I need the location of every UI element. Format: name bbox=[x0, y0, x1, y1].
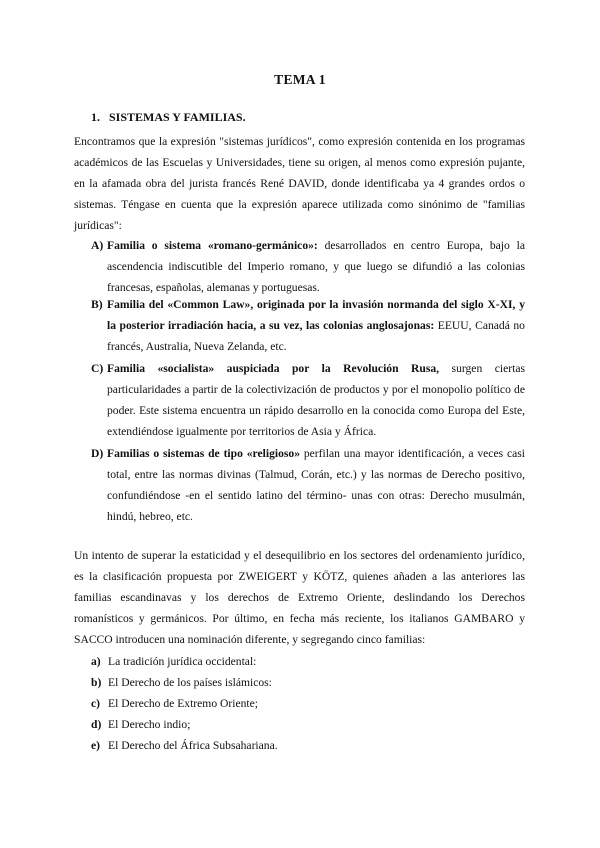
family-title: Familia «socialista» auspiciada por la Revolución Rusa, bbox=[107, 362, 440, 375]
list-item-text: El Derecho del África Subsahariana. bbox=[108, 739, 278, 752]
family-label: A) bbox=[91, 239, 104, 252]
list-item bbox=[91, 651, 525, 672]
second-paragraph: Un intento de superar la estaticidad y el desequilibrio en los sectores del ordenamiento jurídico, es la clasificación propuesta por ZWEIGERT y KÖTZ, quienes añaden a las anteriores las familias escandinavas y los derechos de Extremo Oriente, deslindando los Derechos romanísticos y germánicos. Por último, en fecha más reciente, los italianos GAMBARO y SACCO introducen una nominación diferente, y segregando cinco familias: bbox=[74, 549, 525, 647]
list-item bbox=[91, 672, 525, 693]
intro-paragraph: Encontramos que la expresión "sistemas jurídicos", como expresión contenida en los programas académicos de las Escuelas y Universidades, tiene su origen, al menos como expresión pujante, en la afamada obra del jurista francés René DAVID, donde identificaba ya 4 grandes ordos o sistemas. Téngase en cuenta que la expresión aparece utilizada como sinónimo de "familias jurídicas": bbox=[74, 135, 525, 233]
list-item-label: d) bbox=[91, 718, 102, 731]
list-item-text: El Derecho de Extremo Oriente; bbox=[108, 697, 259, 710]
family-title: Familia del «Common Law», originada por la invasión normanda del siglo X-XI, y la posterior irradiación hacia, a su vez, las colonias anglosajonas: bbox=[107, 298, 525, 333]
section-heading bbox=[91, 110, 246, 125]
family-text: EEUU, Canadá no francés, Australia, Nueva Zelanda, etc. bbox=[107, 319, 525, 354]
list-item-label: a) bbox=[91, 655, 101, 668]
family-item-d bbox=[91, 443, 525, 527]
list-item bbox=[91, 735, 525, 756]
family-text: desarrollados en centro Europa, bajo la ascendencia indiscutible del Imperio romano, y que luego se difundió a las colonias francesas, españolas, alemanas y portuguesas. bbox=[107, 239, 525, 295]
section-number: 1. bbox=[91, 110, 100, 124]
family-title: Familia o sistema «romano-germánico»: bbox=[107, 239, 318, 252]
list-item-text: La tradición jurídica occidental: bbox=[108, 655, 257, 668]
family-title: Familias o sistemas de tipo «religioso» bbox=[107, 447, 300, 460]
list-item-text: El Derecho indio; bbox=[108, 718, 191, 731]
family-item-a bbox=[91, 235, 525, 298]
family-label: B) bbox=[91, 298, 103, 311]
list-item bbox=[91, 714, 525, 735]
list-item-label: e) bbox=[91, 739, 101, 752]
family-item-b bbox=[91, 294, 525, 357]
family-label: C) bbox=[91, 362, 104, 375]
list-item-label: b) bbox=[91, 676, 102, 689]
family-text: perfilan una mayor identificación, a veces casi total, entre las normas divinas (Talmud, Corán, etc.) y las normas de Derecho positivo, confundiéndose -en el sentido latino del término- unas con otras: Derecho musulmán, hindú, hebreo, etc. bbox=[107, 447, 525, 524]
list-item-text: El Derecho de los países islámicos: bbox=[108, 676, 272, 689]
family-label: D) bbox=[91, 447, 104, 460]
page-title: TEMA 1 bbox=[274, 72, 326, 87]
list-item bbox=[91, 693, 525, 714]
section-heading-text: SISTEMAS Y FAMILIAS. bbox=[109, 110, 246, 124]
family-text: surgen ciertas particularidades a partir de la colectivización de productos y por el monopolio político de poder. Este sistema encuentra un rápido desarrollo en la conocida como Europa del Este, extendiéndose igualmente por territorios de Asia y África. bbox=[107, 362, 525, 439]
family-item-c bbox=[91, 358, 525, 442]
list-item-label: c) bbox=[91, 697, 101, 710]
